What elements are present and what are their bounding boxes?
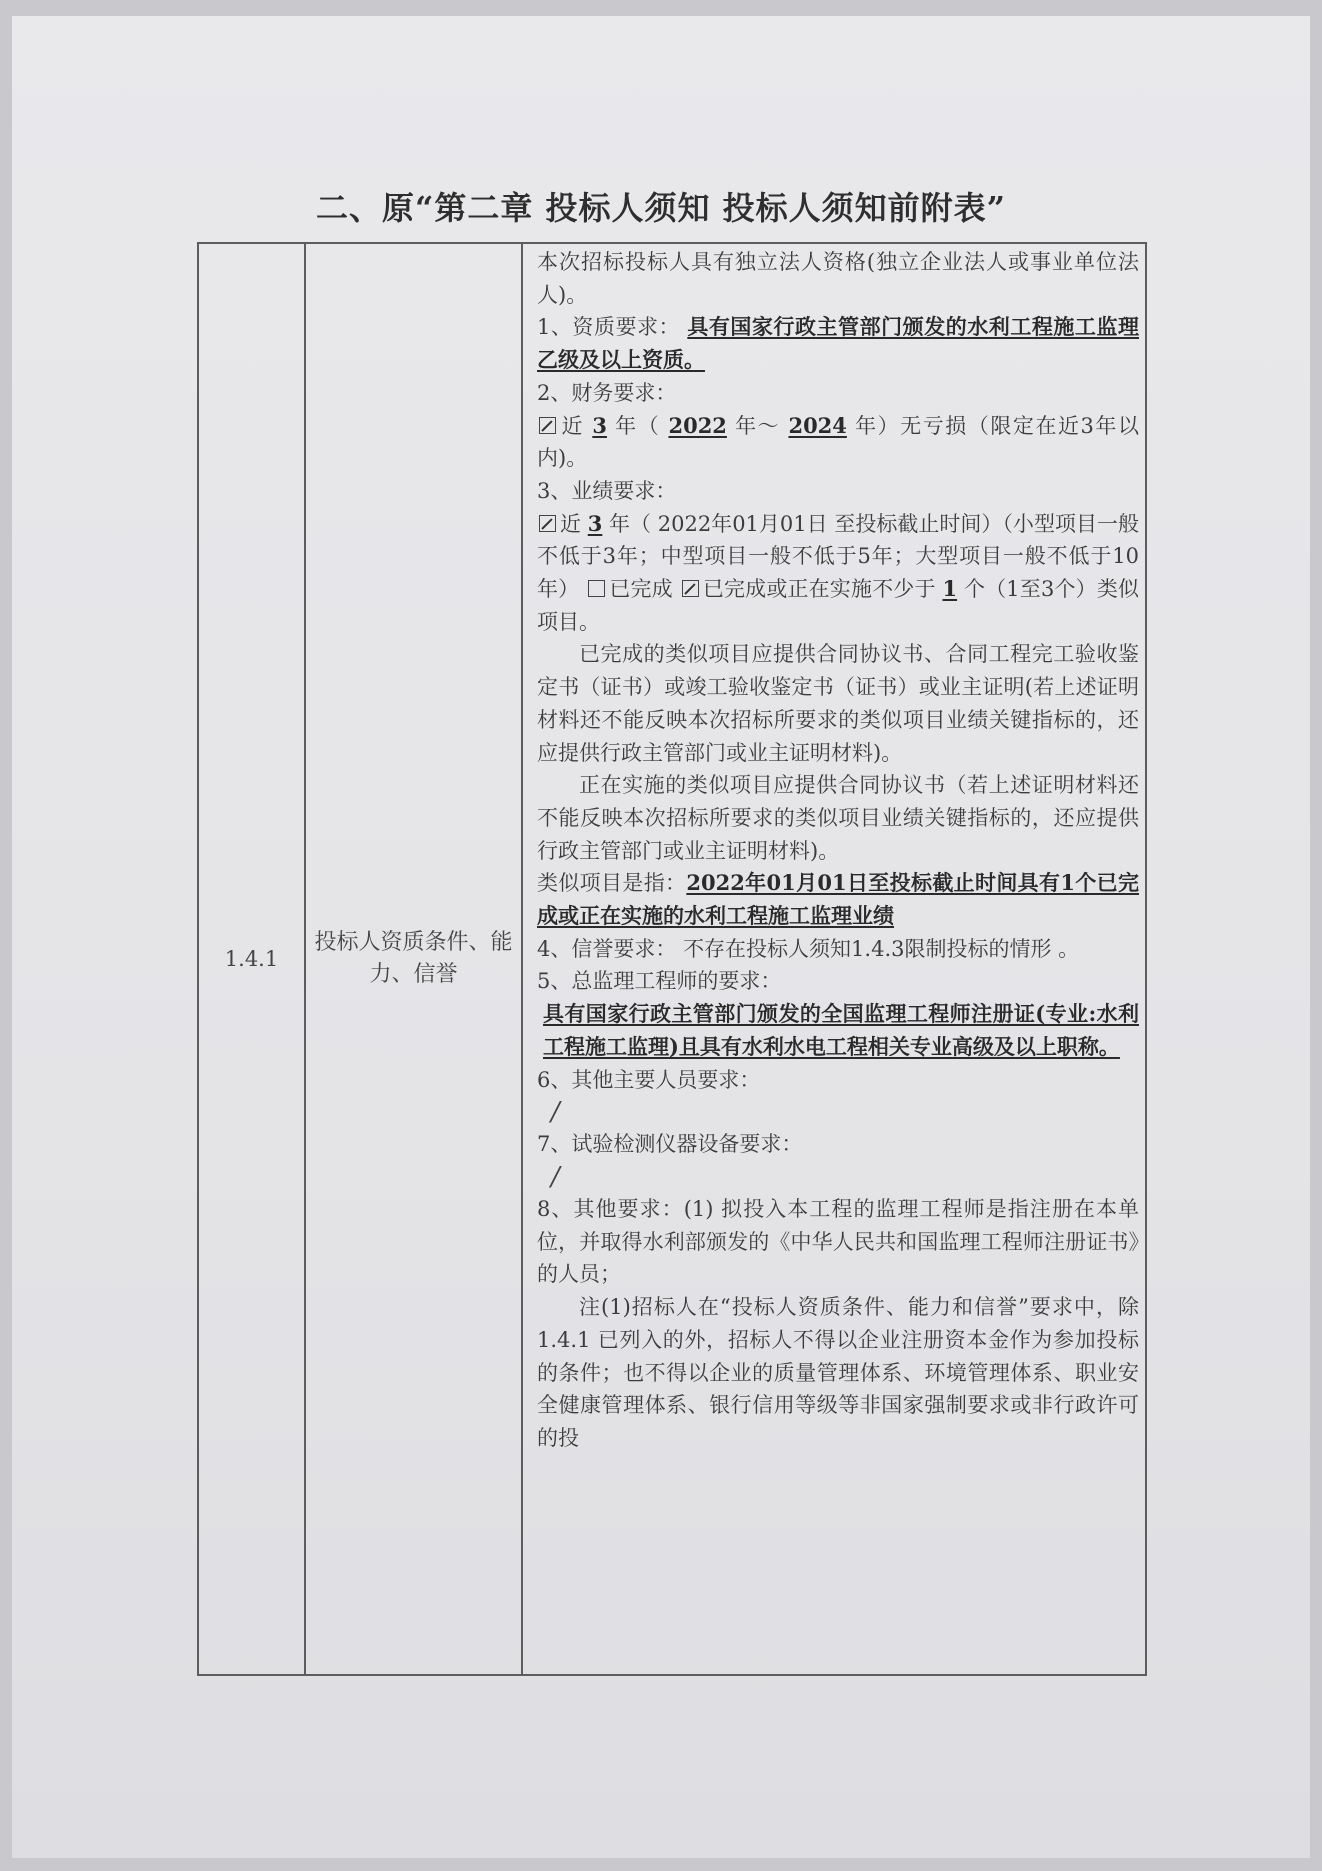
other-requirements: 8、其他要求：(1) 拟投入本工程的监理工程师是指注册在本单位，并取得水利部颁发的《中华人民共和国监理工程师注册证书》的人员； — [537, 1196, 1139, 1287]
completed-or-ongoing-label: 已完成或正在实施不少于 — [702, 577, 936, 602]
other-staff-label: 6、其他主要人员要求： — [537, 1067, 761, 1092]
finance-requirement — [537, 410, 1139, 475]
performance-requirement — [537, 508, 1139, 639]
qualification-requirement — [537, 311, 1139, 376]
completed-or-ongoing-checkbox-checked[interactable] — [682, 580, 699, 597]
table-row — [198, 243, 1146, 1675]
equipment-value: / — [551, 1161, 560, 1192]
finance-years: 3 — [592, 412, 607, 438]
credit-value: 不存在投标人须知1.4.3限制投标的情形 。 — [683, 936, 1080, 961]
intro-text: 本次招标投标人具有独立法人资格(独立企业法人或事业单位法人)。 — [537, 250, 1139, 307]
other-staff-value: / — [551, 1097, 560, 1128]
finance-from-year: 2022 — [668, 412, 727, 438]
chief-engineer-value: 具有国家行政主管部门颁发的全国监理工程师注册证(专业:水利工程施工监理)且具有水利水电工程相关专业高级及以上职称。 — [543, 1001, 1139, 1059]
credit-requirement — [537, 933, 1139, 966]
performance-years: 3 — [587, 510, 603, 536]
performance-label: 3、业绩要求： — [537, 478, 677, 503]
similar-project-count: 1 — [942, 576, 958, 602]
chief-engineer-label: 5、总监理工程师的要求： — [537, 969, 782, 994]
clause-name: 投标人资质条件、能力、信誉 — [305, 243, 522, 1675]
clause-content — [522, 243, 1146, 1675]
performance-pre: 近 — [560, 511, 582, 536]
credit-label: 4、信誉要求： — [537, 936, 677, 961]
qualification-label: 1、资质要求： — [537, 315, 681, 340]
clause-number: 1.4.1 — [198, 243, 305, 1675]
finance-pre: 近 — [560, 413, 585, 438]
completed-option-label: 已完成 — [609, 577, 673, 602]
completed-checkbox-unchecked[interactable] — [588, 580, 605, 597]
page-title: 二、原“第二章 投标人须知 投标人须知前附表” — [315, 189, 1007, 227]
similar-project-value: 2022年01月01日至投标截止时间具有1个已完成或正在实施的水利工程施工监理业绩 — [537, 870, 1139, 929]
performance-checkbox-checked[interactable] — [539, 515, 556, 532]
note-paragraph: 注(1)招标人在“投标人资质条件、能力和信誉”要求中，除 1.4.1 已列入的外，招标人不得以企业注册资本金作为参加投标的条件；也不得以企业的质量管理体系、环境管理体系、职业安全健康管理体系、银行信用等级等非国家强制要求或非行政许可的投 — [537, 1295, 1139, 1450]
similar-project-definition — [537, 867, 1139, 932]
performance-post: 个（1至3个）类似项目。 — [537, 577, 1139, 634]
finance-mid2: 年～ — [735, 413, 781, 438]
finance-checkbox-checked[interactable] — [539, 417, 556, 434]
equipment-label: 7、试验检测仪器设备要求： — [537, 1132, 803, 1157]
ongoing-projects-paragraph: 正在实施的类似项目应提供合同协议书（若上述证明材料还不能反映本次招标所要求的类似项目业绩关键指标的，还应提供行政主管部门或业主证明材料)。 — [537, 773, 1139, 863]
qualification-value: 具有国家行政主管部门颁发的水利工程施工监理乙级及以上资质。 — [537, 314, 1139, 373]
completed-projects-paragraph: 已完成的类似项目应提供合同协议书、合同工程完工验收鉴定书（证书）或竣工验收鉴定书（证书）或业主证明(若上述证明材料还不能反映本次招标所要求的类似项目业绩关键指标的，还应提供行政主管部门或业主证明材料)。 — [537, 642, 1139, 765]
bidder-instructions-table — [197, 242, 1147, 1676]
performance-period: 年（ 2022年01月01日 至投标截止时间）（小型项目一般不低于3年；中型项目一般不低于5年；大型项目一般不低于10年） — [537, 511, 1139, 602]
finance-post: 年）无亏损（限定在近3年以内)。 — [537, 413, 1139, 471]
finance-mid1: 年（ — [615, 413, 661, 438]
similar-project-label: 类似项目是指： — [537, 871, 687, 896]
finance-label: 2、财务要求： — [537, 380, 677, 405]
finance-to-year: 2024 — [788, 412, 847, 438]
